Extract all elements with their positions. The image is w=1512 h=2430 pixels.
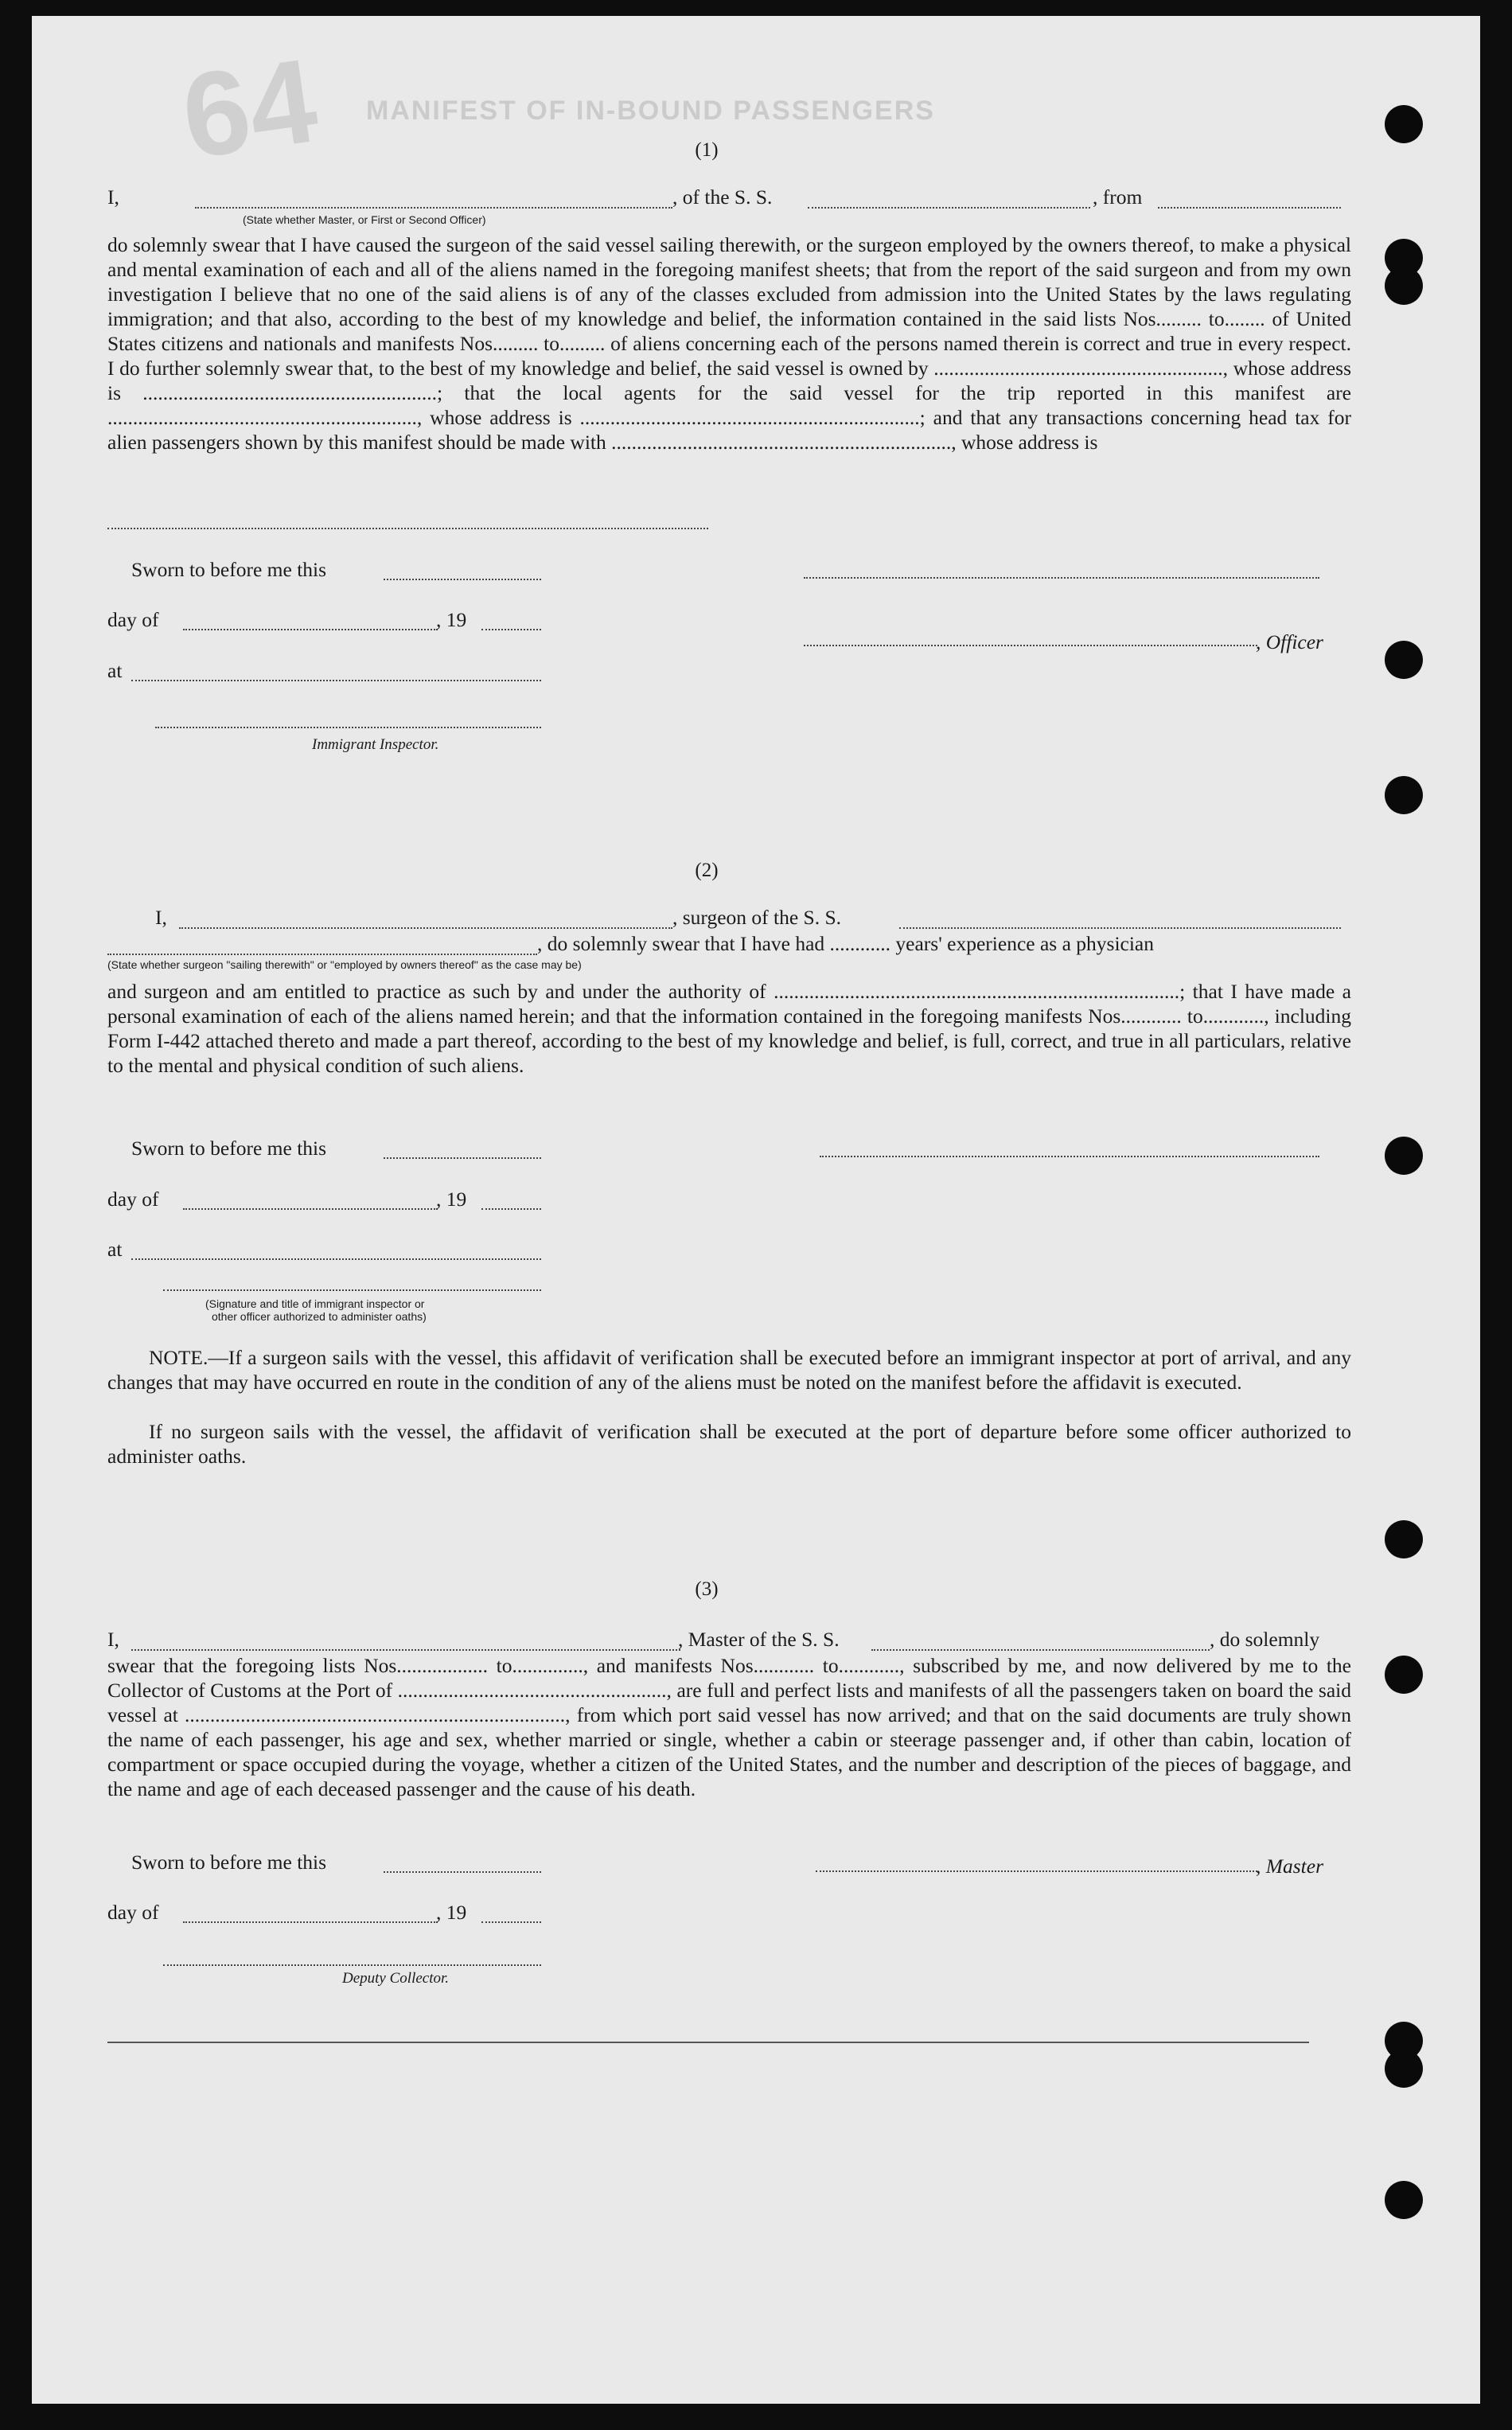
punch-hole-icon <box>1385 2050 1423 2088</box>
s2-body: and surgeon and am entitled to practice as such by and under the authority of ................................................................................; that I have made a personal examination of each of the aliens named herein; and that the information contained in the foregoing manifests Nos............ to............, including Form I-442 attached thereto and made a part thereof, according to the best of my knowledge and belief, is full, correct, and true in all particulars, relative to the mental and physical condition of such aliens. <box>107 980 1351 1077</box>
s1-sworn-blank[interactable] <box>384 579 541 580</box>
s2-signature-blank[interactable] <box>820 1156 1319 1157</box>
s2-note: NOTE.—If a surgeon sails with the vessel, this affidavit of verification shall be executed before an immigrant inspector at port of arrival, and any changes that may have occurred en route in the condition of any of the aliens must be noted on the manifest before the affidavit is executed. <box>107 1346 1351 1394</box>
punch-hole-icon <box>1385 1520 1423 1558</box>
s3-master-of: , Master of the S. S. <box>678 1628 840 1651</box>
section-1-number: (1) <box>695 139 719 161</box>
s1-from-blank[interactable] <box>1158 207 1341 209</box>
s1-year-blank[interactable] <box>481 629 541 630</box>
punch-hole-icon <box>1385 1656 1423 1694</box>
punch-hole-icon <box>1385 776 1423 814</box>
s2-day-blank[interactable] <box>183 1208 438 1210</box>
s3-master-blank[interactable] <box>816 1870 1257 1872</box>
ghost-page-number: 64 <box>174 33 325 184</box>
ghost-header: MANIFEST OF IN-BOUND PASSENGERS <box>366 96 935 126</box>
s3-sworn-blank[interactable] <box>384 1871 541 1873</box>
s2-year-blank[interactable] <box>481 1208 541 1210</box>
s1-officer-blank[interactable] <box>804 645 1257 646</box>
s2-sig-caption-2: other officer authorized to administer oaths) <box>212 1310 427 1323</box>
s1-at-blank[interactable] <box>131 680 541 681</box>
s2-at-blank[interactable] <box>131 1258 541 1260</box>
s1-inspector-blank[interactable] <box>155 727 541 728</box>
s1-caption: (State whether Master, or First or Second Officer) <box>243 213 486 226</box>
s3-day-of: day of <box>107 1901 159 1924</box>
s2-sig-caption-1: (Signature and title of immigrant inspector or <box>205 1297 425 1310</box>
s1-vessel-blank[interactable] <box>808 207 1090 209</box>
section-2-number: (2) <box>695 860 719 881</box>
section-3-number: (3) <box>695 1578 719 1600</box>
punch-hole-icon <box>1385 267 1423 305</box>
s2-name-blank[interactable] <box>179 927 672 929</box>
s1-inspector-label: Immigrant Inspector. <box>312 736 439 753</box>
s2-day-of: day of <box>107 1188 159 1211</box>
s1-from: , from <box>1093 185 1143 209</box>
s1-sworn: Sworn to before me this <box>131 558 327 581</box>
punch-hole-icon <box>1385 641 1423 679</box>
bottom-rule <box>107 2042 1309 2043</box>
s2-year: , 19 <box>436 1188 467 1211</box>
form-sheet <box>32 16 1480 2404</box>
s3-do-solemnly: , do solemnly <box>1210 1628 1320 1651</box>
s2-inspector-blank[interactable] <box>163 1289 541 1291</box>
punch-hole-icon <box>1385 1137 1423 1175</box>
s2-at: at <box>107 1238 123 1261</box>
s3-lead: I, <box>107 1628 119 1651</box>
s1-body: do solemnly swear that I have caused the surgeon of the said vessel sailing therewith, or the surgeon employed by the owners thereof, to make a physical and mental examination of each and all of the aliens named in the foregoing manifest sheets; that from the report of the said surgeon and from my own investigation I believe that no one of the said aliens is of any of the classes excluded from admission into the United States by the laws regulating immigration; and that also, according to the best of my knowledge and belief, the information contained in the said lists Nos......... to........ of United States citizens and nationals and manifests Nos......... to......... of aliens concerning each of the persons named therein is correct and true in every respect. I do further solemnly swear that, to the best of my knowledge and belief, the said vessel is owned by ........................................................., whose address is ..........................................................; that the local agents for the said vessel for the trip reported in this manifest are ............................................................., whose address is ...................................................................; and that any transactions concerning head tax for alien passengers shown by this manifest should be made with ..................................................................., whose address is <box>107 233 1351 454</box>
s2-type-blank[interactable] <box>107 954 537 955</box>
s2-swear: , do solemnly swear that I have had ............ years' experience as a physician <box>537 932 1154 955</box>
s3-master-label: , Master <box>1256 1855 1323 1878</box>
s2-sworn: Sworn to before me this <box>131 1137 327 1160</box>
s2-vessel-blank[interactable] <box>899 927 1341 929</box>
s1-day-blank[interactable] <box>183 629 438 630</box>
s3-vessel-blank[interactable] <box>871 1649 1210 1651</box>
s1-officer-label: , Officer <box>1256 630 1323 653</box>
s1-signature-blank[interactable] <box>804 577 1319 579</box>
s1-at: at <box>107 659 123 682</box>
s1-of-ss: , of the S. S. <box>672 185 773 209</box>
s3-name-blank[interactable] <box>131 1649 680 1651</box>
s2-sworn-blank[interactable] <box>384 1157 541 1159</box>
s3-deputy-label: Deputy Collector. <box>342 1970 450 1987</box>
s3-deputy-blank[interactable] <box>163 1964 541 1966</box>
s1-day-of: day of <box>107 608 159 631</box>
s3-year: , 19 <box>436 1901 467 1924</box>
s3-sworn: Sworn to before me this <box>131 1851 327 1874</box>
punch-hole-icon <box>1385 105 1423 143</box>
punch-hole-icon <box>1385 2181 1423 2219</box>
s2-lead: I, <box>155 906 167 929</box>
s3-year-blank[interactable] <box>481 1921 541 1923</box>
s1-lead: I, <box>107 185 119 209</box>
s1-address-blank[interactable] <box>107 528 708 529</box>
s2-surgeon-of: , surgeon of the S. S. <box>672 906 842 929</box>
s3-body: swear that the foregoing lists Nos.................. to.............., and manifests Nos............ to............, subscribed by me, and now delivered by me to the Collector of Customs at the Port of ....................................................., are full and perfect lists and manifests of all the passengers taken on board the said vessel at ..........................................................................., from which port said vessel has now arrived; and that on the said documents are truly shown the name of each passenger, his age and sex, whether married or single, whether a cabin or steerage passenger and, if other than cabin, location of compartment or space occupied during the voyage, whether a citizen of the United States, and the number and description of the pieces of baggage, and the name and age of each deceased passenger and the cause of his death. <box>107 1654 1351 1800</box>
s3-day-blank[interactable] <box>183 1921 438 1923</box>
s2-note2: If no surgeon sails with the vessel, the affidavit of verification shall be executed at the port of departure before some officer authorized to administer oaths. <box>107 1420 1351 1468</box>
s1-name-blank[interactable] <box>195 207 672 209</box>
s1-year: , 19 <box>436 608 467 631</box>
s2-caption: (State whether surgeon "sailing therewith" or "employed by owners thereof" as the case may be) <box>107 958 582 971</box>
